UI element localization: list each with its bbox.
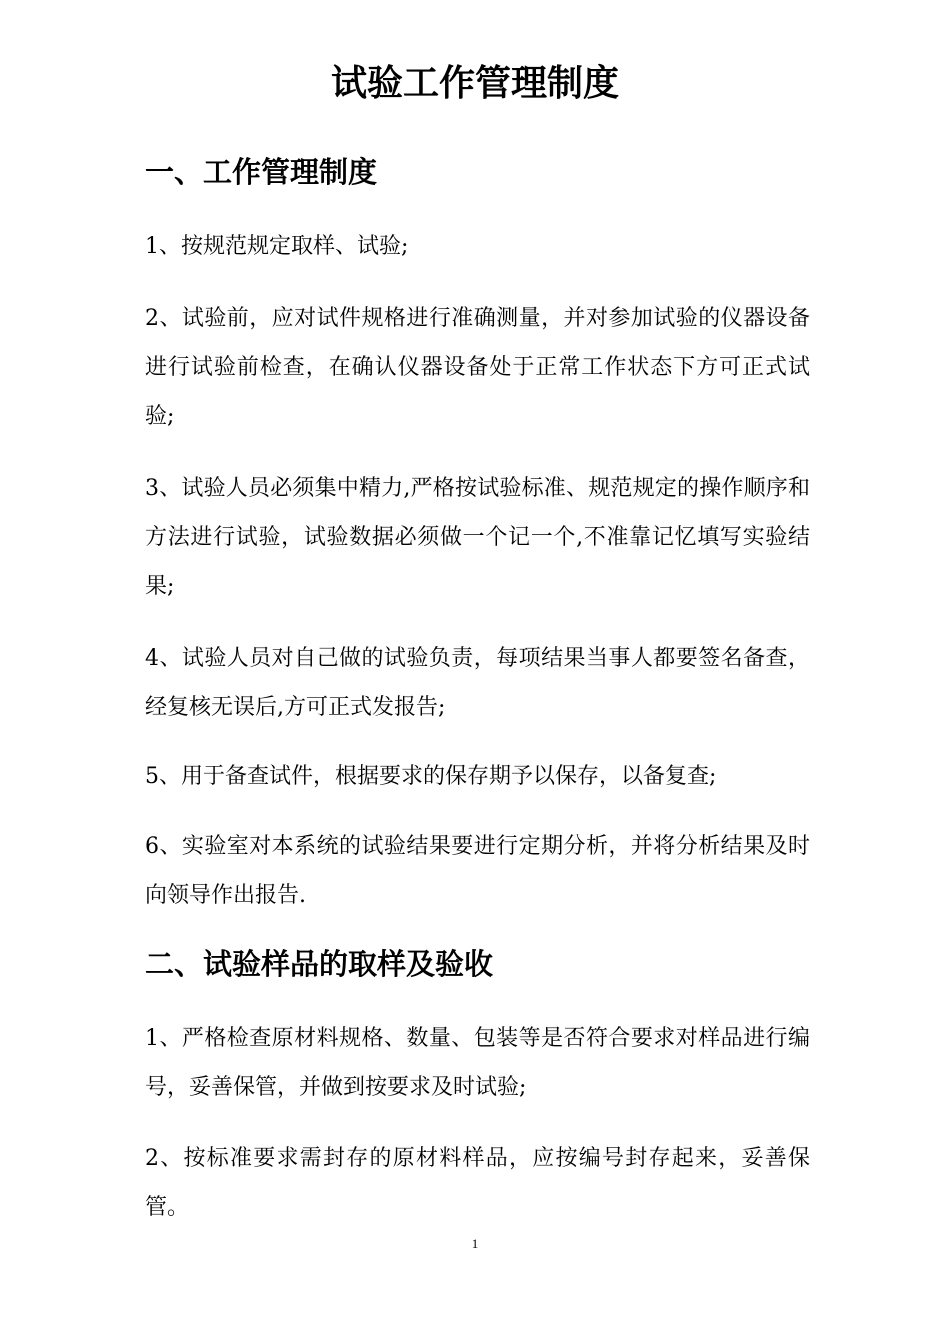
paragraph-1-5: 5、用于备查试件，根据要求的保存期予以保存，以备复查; xyxy=(145,764,717,789)
page-number: 1 xyxy=(471,1236,479,1251)
paragraph-1-3: 3、试验人员必须集中精力,严格按试验标准、规范规定的操作顺序和方法进行试验，试验数据必须做一个记一个,不准靠记忆填写实验结果; xyxy=(145,476,810,599)
paragraph-1-6: 6、实验室对本系统的试验结果要进行定期分析，并将分析结果及时向领导作出报告. xyxy=(145,834,810,908)
paragraph-2-1: 1、严格检查原材料规格、数量、包装等是否符合要求对样品进行编号，妥善保管，并做到按要求及时试验; xyxy=(145,1026,810,1100)
paragraph-1-2: 2、试验前，应对试件规格进行准确测量，并对参加试验的仪器设备进行试验前检查，在确认仪器设备处于正常工作状态下方可正式试验; xyxy=(145,306,810,429)
paragraph-1-4: 4、试验人员对自己做的试验负责，每项结果当事人都要签名备查，经复核无误后,方可正式发报告; xyxy=(145,646,810,720)
paragraph-1-1: 1、按规范规定取样、试验; xyxy=(145,234,409,259)
document-title: 试验工作管理制度 xyxy=(330,63,619,104)
paragraph-2-2: 2、按标准要求需封存的原材料样品，应按编号封存起来，妥善保管。 xyxy=(145,1146,810,1220)
section-heading-1: 一、工作管理制度 xyxy=(145,155,378,189)
section-heading-2: 二、试验样品的取样及验收 xyxy=(145,947,494,981)
